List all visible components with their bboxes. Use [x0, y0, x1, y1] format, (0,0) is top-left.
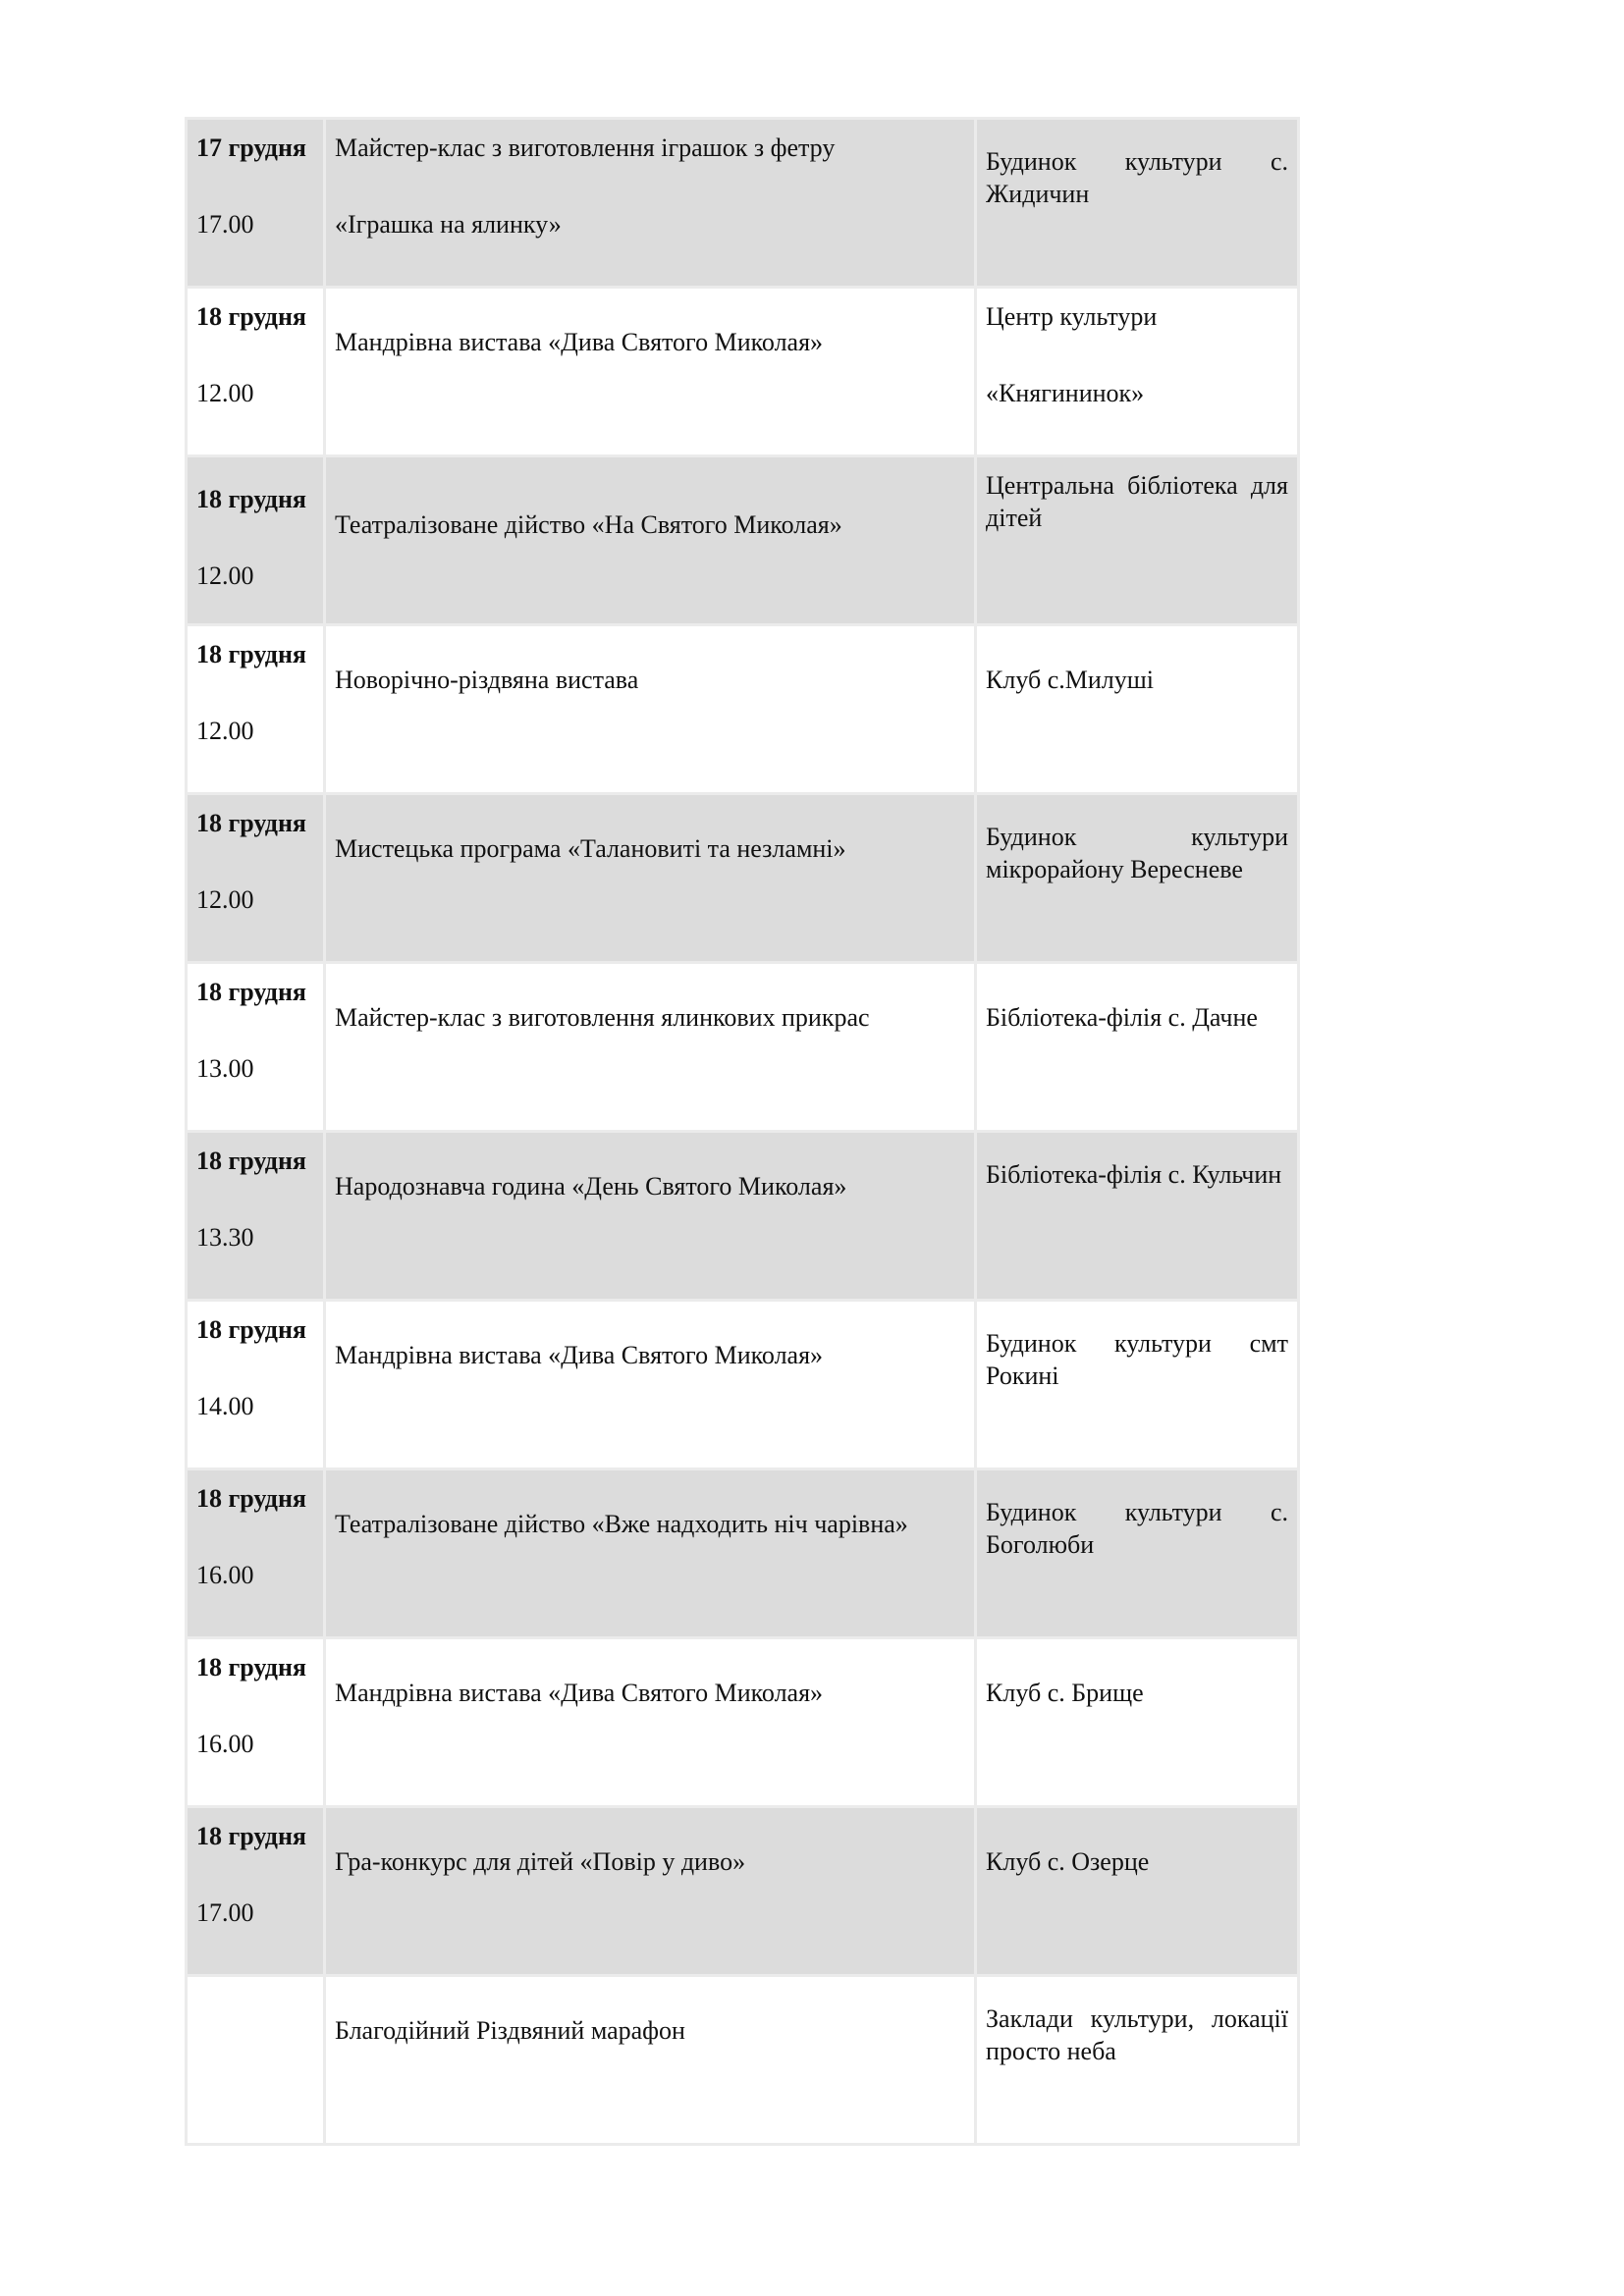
- event-cell: [326, 795, 974, 961]
- events-schedule-table: [185, 117, 1300, 2146]
- place-cell: [977, 457, 1297, 623]
- event-place: Центр культури: [986, 302, 1158, 331]
- date-cell: [188, 457, 323, 623]
- table-row: [188, 1808, 1297, 1974]
- place-cell: [977, 1470, 1297, 1636]
- event-date: 18 грудня: [196, 1484, 306, 1513]
- event-time: 12.00: [196, 379, 254, 407]
- event-title: Новорічно-різдвяна вистава: [335, 666, 639, 694]
- event-cell: [326, 1639, 974, 1805]
- event-subtitle: «Іграшка на ялинку»: [335, 210, 562, 239]
- event-place: Будинок культури с. Жидичин: [986, 147, 1288, 208]
- table-row: [188, 964, 1297, 1130]
- event-place: Клуб с. Брище: [986, 1679, 1144, 1707]
- date-cell: [188, 1133, 323, 1299]
- place-cell: [977, 1808, 1297, 1974]
- event-date: 18 грудня: [196, 485, 306, 513]
- event-date: 18 грудня: [196, 302, 306, 331]
- event-title: Народознавча година «День Святого Миколая»: [335, 1172, 847, 1201]
- event-place: Центральна бібліотека для дітей: [986, 471, 1288, 532]
- event-cell: [326, 1808, 974, 1974]
- table-row: [188, 1302, 1297, 1468]
- date-cell: [188, 626, 323, 792]
- event-cell: [326, 289, 974, 454]
- event-cell: [326, 120, 974, 286]
- event-title: Благодійний Різдвяний марафон: [335, 2016, 685, 2045]
- event-time: 17.00: [196, 1898, 254, 1927]
- place-cell: [977, 1977, 1297, 2143]
- event-title: Майстер-клас з виготовлення ялинкових прикрас: [335, 1003, 870, 1032]
- event-cell: [326, 1133, 974, 1299]
- event-place-name: «Княгининок»: [986, 379, 1145, 407]
- place-cell: [977, 795, 1297, 961]
- place-cell: [977, 964, 1297, 1130]
- event-cell: [326, 457, 974, 623]
- event-date: 17 грудня: [196, 133, 306, 162]
- place-cell: [977, 120, 1297, 286]
- event-cell: [326, 964, 974, 1130]
- event-time: 13.30: [196, 1223, 254, 1252]
- event-title: Майстер-клас з виготовлення іграшок з фетру: [335, 133, 836, 162]
- event-date: 18 грудня: [196, 809, 306, 837]
- date-cell: [188, 120, 323, 286]
- table-row: [188, 626, 1297, 792]
- event-title: Гра-конкурс для дітей «Повір у диво»: [335, 1847, 746, 1876]
- event-time: 14.00: [196, 1392, 254, 1420]
- table-row: [188, 1639, 1297, 1805]
- place-cell: [977, 1302, 1297, 1468]
- event-title: Мандрівна вистава «Дива Святого Миколая»: [335, 328, 824, 356]
- event-date: 18 грудня: [196, 640, 306, 668]
- event-date: 18 грудня: [196, 978, 306, 1006]
- table-row: [188, 1977, 1297, 2143]
- event-place: Бібліотека-філія с. Кульчин: [986, 1160, 1282, 1189]
- date-cell: [188, 1977, 323, 2143]
- date-cell: [188, 1808, 323, 1974]
- table-row: [188, 120, 1297, 286]
- event-time: 12.00: [196, 717, 254, 745]
- date-cell: [188, 795, 323, 961]
- date-cell: [188, 1639, 323, 1805]
- event-time: 16.00: [196, 1561, 254, 1589]
- event-title: Мандрівна вистава «Дива Святого Миколая»: [335, 1341, 824, 1369]
- event-cell: [326, 626, 974, 792]
- event-time: 13.00: [196, 1054, 254, 1083]
- event-place: Заклади культури, локації просто неба: [986, 2004, 1288, 2065]
- event-place: Клуб с.Милуші: [986, 666, 1154, 694]
- event-title: Театралізоване дійство «Вже надходить ніч чарівна»: [335, 1510, 908, 1538]
- table-row: [188, 795, 1297, 961]
- event-date: 18 грудня: [196, 1315, 306, 1344]
- event-date: 18 грудня: [196, 1147, 306, 1175]
- table-row: [188, 1133, 1297, 1299]
- event-time: 12.00: [196, 561, 254, 590]
- place-cell: [977, 1639, 1297, 1805]
- event-place: Клуб с. Озерце: [986, 1847, 1150, 1876]
- event-date: 18 грудня: [196, 1653, 306, 1682]
- event-cell: [326, 1302, 974, 1468]
- table-row: [188, 1470, 1297, 1636]
- event-date: 18 грудня: [196, 1822, 306, 1850]
- event-place: Будинок культури с. Боголюби: [986, 1498, 1288, 1559]
- event-time: 12.00: [196, 885, 254, 914]
- event-time: 17.00: [196, 210, 254, 239]
- date-cell: [188, 289, 323, 454]
- event-cell: [326, 1977, 974, 2143]
- table-row: [188, 289, 1297, 454]
- event-place: Будинок культури мікрорайону Вересневе: [986, 823, 1288, 883]
- event-place: Бібліотека-філія с. Дачне: [986, 1003, 1258, 1032]
- event-title: Мистецька програма «Талановиті та незламні»: [335, 834, 846, 863]
- event-cell: [326, 1470, 974, 1636]
- date-cell: [188, 964, 323, 1130]
- event-title: Мандрівна вистава «Дива Святого Миколая»: [335, 1679, 824, 1707]
- table-row: [188, 457, 1297, 623]
- event-place: Будинок культури смт Рокині: [986, 1329, 1288, 1390]
- place-cell: [977, 289, 1297, 454]
- place-cell: [977, 1133, 1297, 1299]
- place-cell: [977, 626, 1297, 792]
- event-title: Театралізоване дійство «На Святого Миколая»: [335, 510, 842, 539]
- event-time: 16.00: [196, 1730, 254, 1758]
- date-cell: [188, 1470, 323, 1636]
- date-cell: [188, 1302, 323, 1468]
